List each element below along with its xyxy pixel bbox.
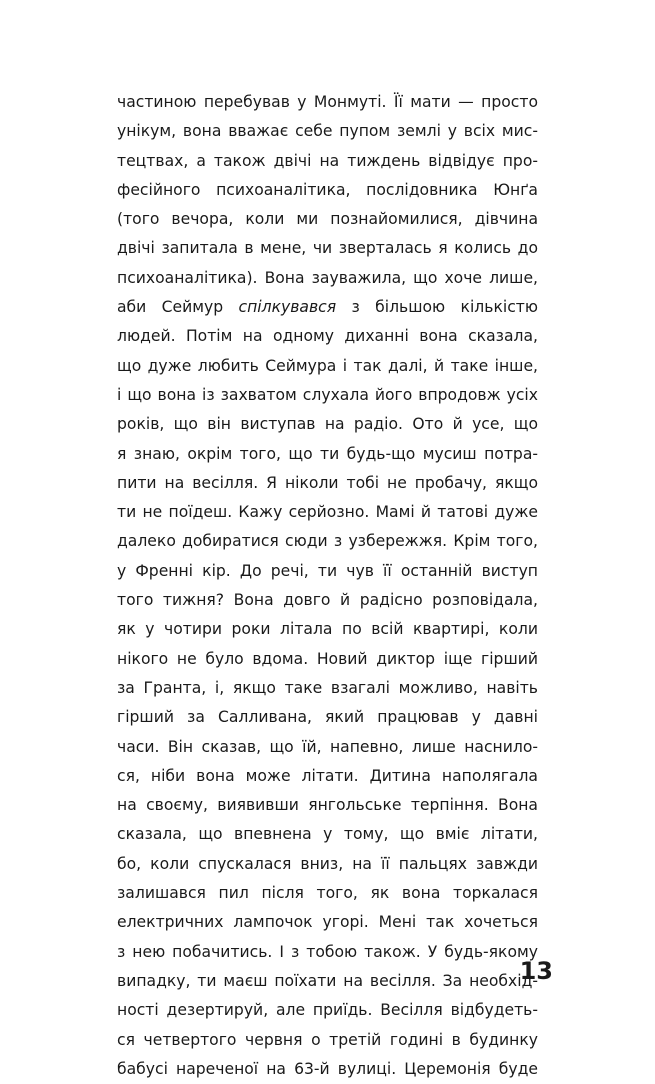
text-line-9: людей. Потім на одному диханні вона сказала, — [117, 327, 538, 346]
text-line-13: я знаю, окрім того, що ти будь-що мусиш потра- — [117, 444, 538, 463]
text-line-23: часи. Він сказав, що їй, напевно, лише наснило- — [117, 737, 538, 756]
body-text — [117, 88, 538, 1084]
text-line-8-start: аби Сеймур — [117, 298, 239, 317]
text-line-10: що дуже любить Сеймура і так далі, й таке інше, — [117, 356, 538, 375]
text-line-29: електричних лампочок угорі. Мені так хочеться — [117, 913, 538, 932]
text-line-12: років, що він виступав на радіо. Ото й усе, що — [117, 415, 538, 434]
text-line-34: бабусі нареченої на 63-й вулиці. Церемонія буде — [117, 1059, 538, 1078]
text-line-20: нікого не було вдома. Новий диктор іще гірший — [117, 649, 538, 668]
text-line-6: двічі запитала в мене, чи зверталась я колись до — [117, 239, 538, 258]
text-line-5: (того вечора, коли ми познайомилися, дівчина — [117, 210, 538, 229]
text-line-2: унікум, вона вважає себе пупом землі у всіх мис- — [117, 122, 538, 141]
text-line-11: і що вона із захватом слухала його впродовж усіх — [117, 385, 538, 404]
italic-word: спілкувався — [238, 298, 337, 317]
text-line-26: сказала, що впевнена у тому, що вміє літати, — [117, 825, 538, 844]
text-line-28: залишався пил після того, як вона торкалася — [117, 884, 538, 903]
text-line-8-end: з більшою кількістю — [336, 298, 538, 317]
text-line-22: гірший за Салливана, який працював у давні — [117, 708, 538, 727]
text-line-21: за Гранта, і, якщо таке взагалі можливо, навіть — [117, 678, 538, 697]
text-line-33: ся четвертого червня о третій годині в будинку — [117, 1030, 538, 1049]
text-line-27: бо, коли спускалася вниз, на її пальцях завжди — [117, 854, 538, 873]
text-line-7: психоаналітика). Вона зауважила, що хоче лише, — [117, 268, 538, 287]
text-line-31: випадку, ти маєш поїхати на весілля. За необхід- — [117, 971, 538, 990]
text-line-4: фесійного психоаналітика, послідовника Юнґа — [117, 180, 538, 199]
text-line-17: у Френні кір. До речі, ти чув її останній виступ — [117, 561, 538, 580]
text-line-15: ти не поїдеш. Кажу серйозно. Мамі й татові дуже — [117, 503, 538, 522]
text-line-16: далеко добиратися сюди з узбережжя. Крім того, — [117, 532, 538, 551]
text-line-30: з нею побачитись. І з тобою також. У будь-якому — [117, 942, 538, 961]
text-line-32: ності дезертируй, але приїдь. Весілля відбудеть- — [117, 1001, 538, 1020]
text-line-3: тецтвах, а також двічі на тиждень відвідує про- — [117, 151, 538, 170]
page-number: 13 — [519, 957, 553, 985]
text-line-25: на своєму, виявивши янгольське терпіння. Вона — [117, 796, 538, 815]
text-line-19: як у чотири роки літала по всій квартирі, коли — [117, 620, 538, 639]
text-line-24: ся, ніби вона може літати. Дитина наполягала — [117, 766, 538, 785]
text-line-18: того тижня? Вона довго й радісно розповідала, — [117, 591, 538, 610]
text-line-14: пити на весілля. Я ніколи тобі не пробачу, якщо — [117, 473, 538, 492]
text-line-1: частиною перебував у Монмуті. Її мати — просто — [117, 93, 538, 111]
text-line-8 — [117, 293, 538, 322]
